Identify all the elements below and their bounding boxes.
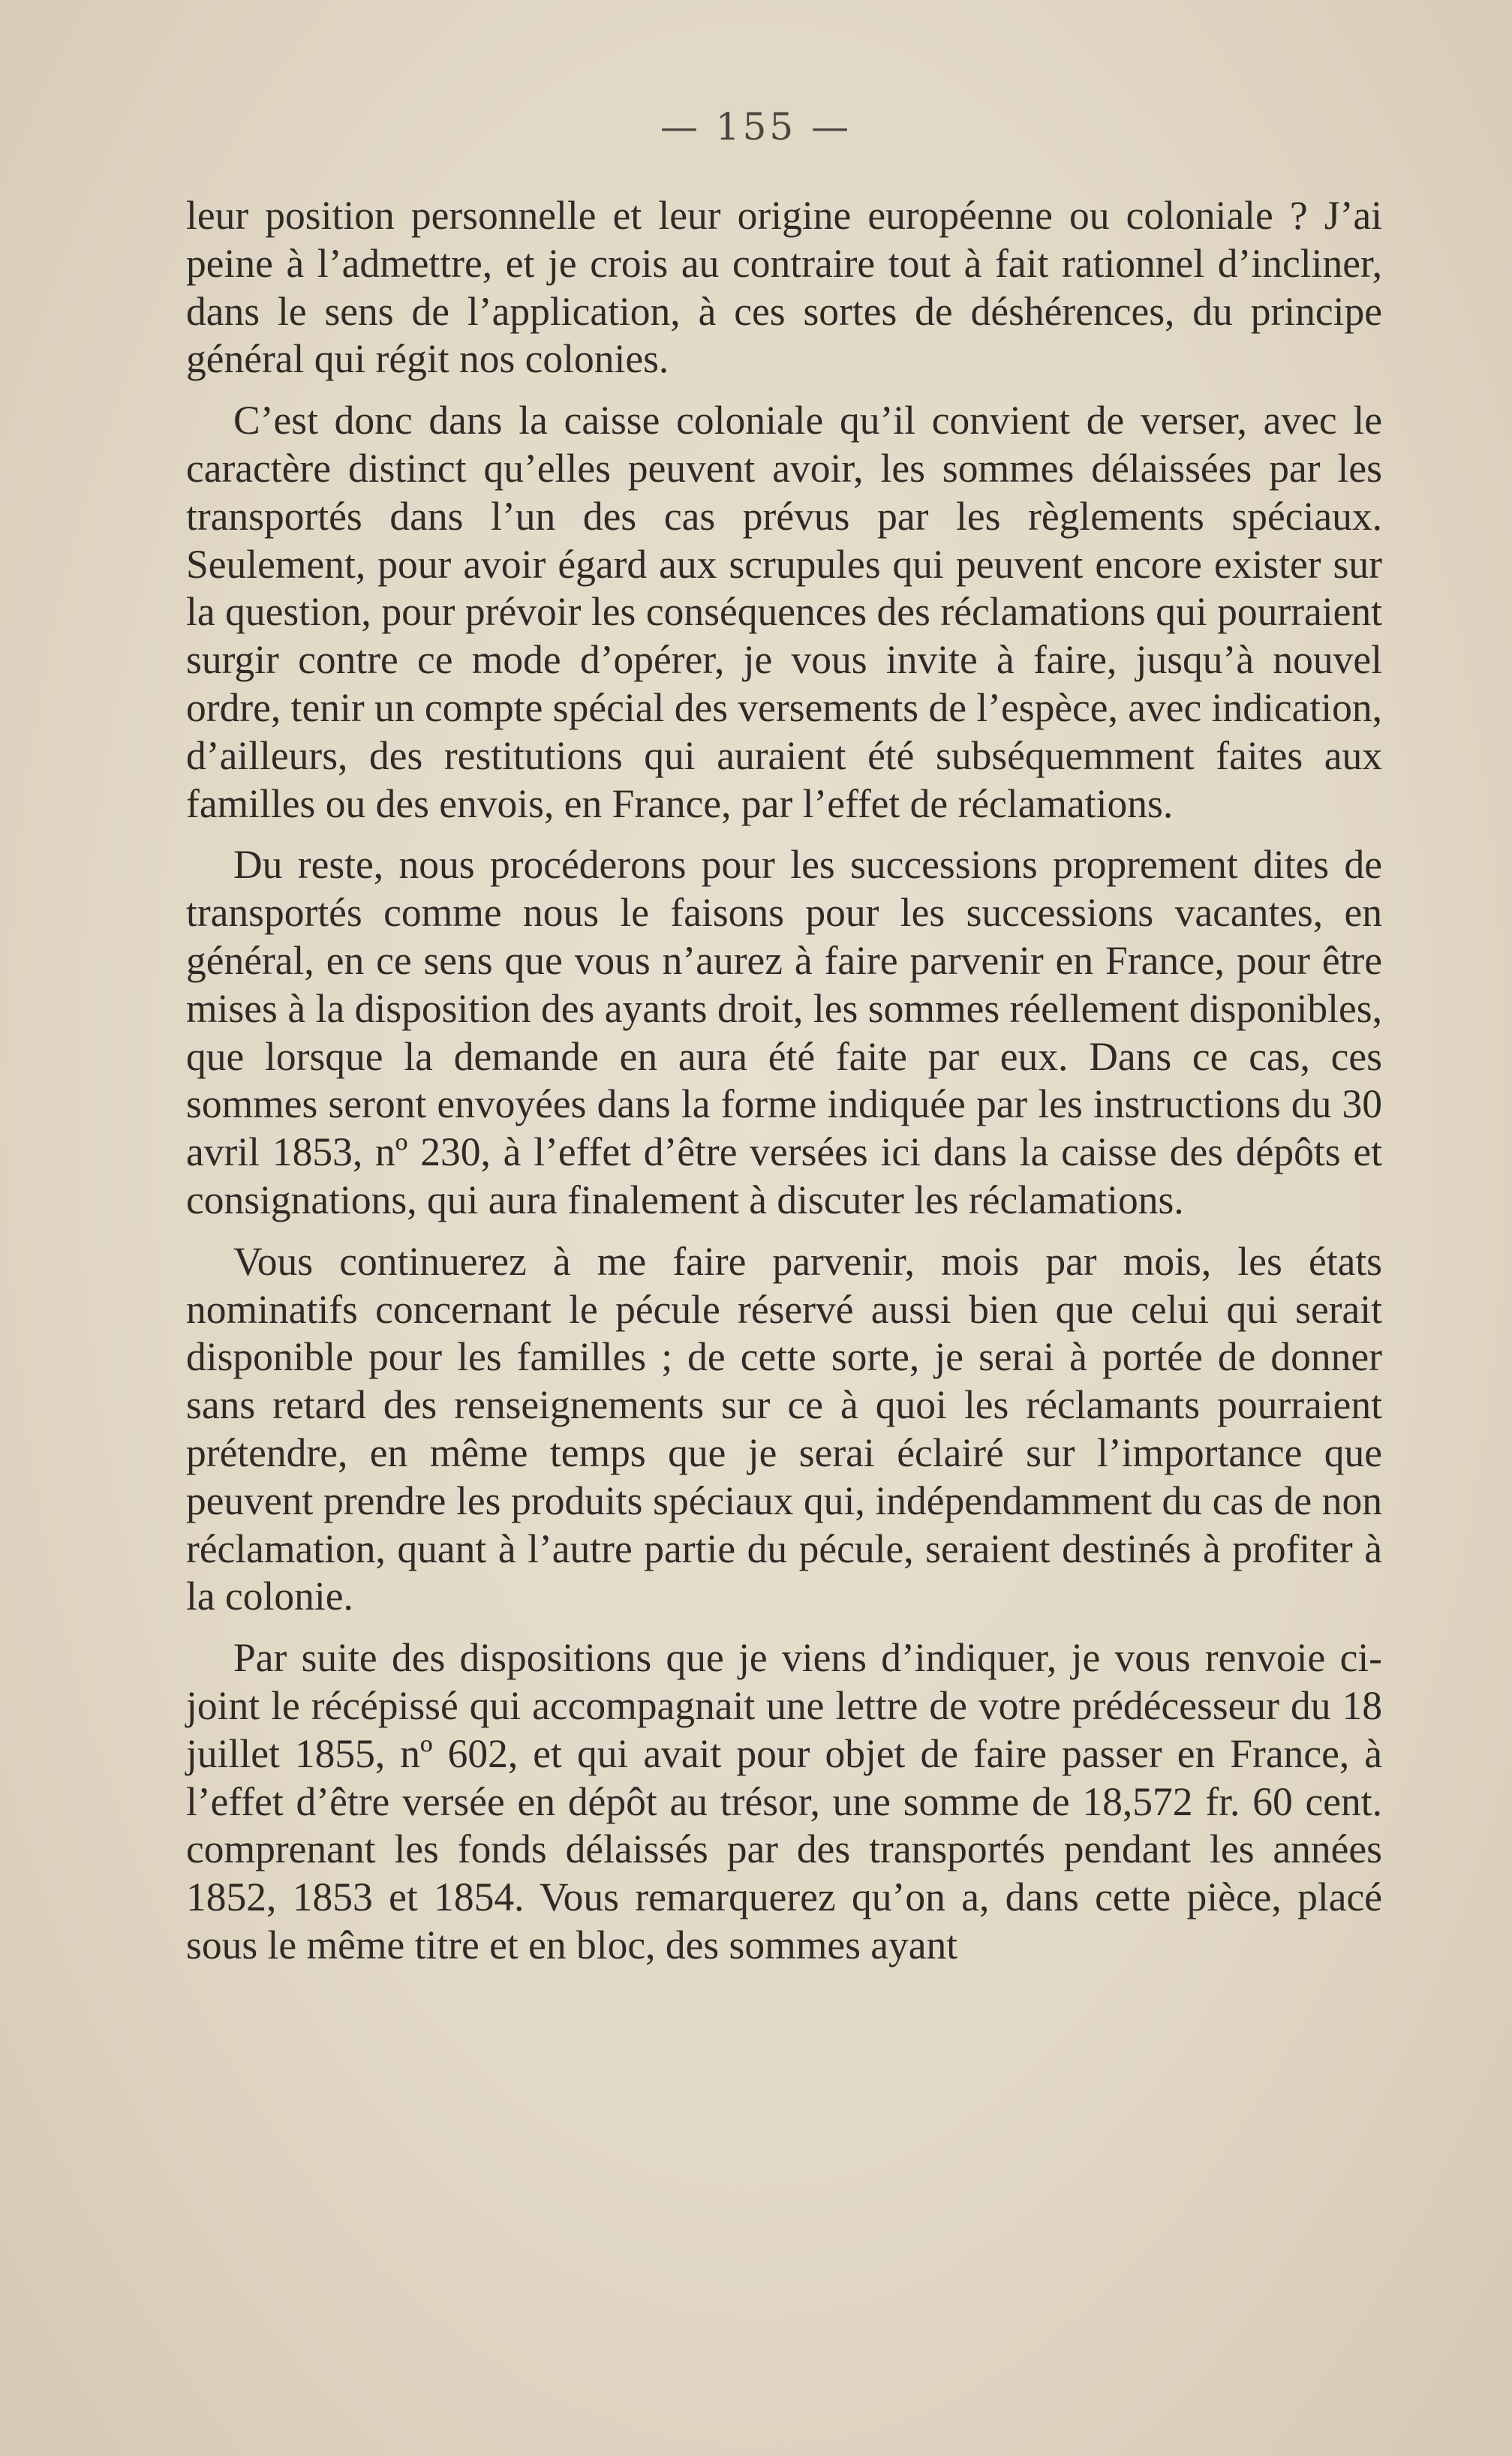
paragraph-1: leur position personnelle et leur origine européenne ou coloniale ? J’ai peine à l’admettre, et je crois au contraire tout à fait rationnel d’incliner, dans le sens de l’application, à ces sortes de déshérences, du principe général qui régit nos colonies. [186, 193, 1382, 382]
page-number: — 155 — [660, 105, 852, 149]
paragraph-5: Par suite des dispositions que je viens d’indiquer, je vous renvoie ci-joint le récépissé qui accompagnait une lettre de votre prédécesseur du 18 juillet 1855, nº 602, et qui avait pour objet de faire passer en France, à l’effet d’être versée en dépôt au trésor, une somme de 18,572 fr. 60 cent. comprenant les fonds délaissés par des transportés pendant les années 1852, 1853 et 1854. Vous remarquerez qu’on a, dans cette pièce, placé sous le même titre et en bloc, des sommes ayant [186, 1635, 1382, 1968]
paragraph-4: Vous continuerez à me faire parvenir, mois par mois, les états nominatifs concernant le pécule réservé aussi bien que celui qui serait disponible pour les familles ; de cette sorte, je serai à portée de donner sans retard des renseignements sur ce à quoi les réclamants pourraient prétendre, en même temps que je serai éclairé sur l’importance que peuvent prendre les produits spéciaux qui, indépendamment du cas de non réclamation, quant à l’autre partie du pécule, seraient destinés à profiter à la colonie. [186, 1238, 1382, 1619]
paragraph-2: C’est donc dans la caisse coloniale qu’il convient de verser, avec le caractère distinct qu’elles peuvent avoir, les sommes délaissées par les transportés dans l’un des cas prévus par les règlements spéciaux. Seulement, pour avoir égard aux scrupules qui peuvent encore exister sur la question, pour prévoir les conséquences des réclamations qui pourraient surgir contre ce mode d’opérer, je vous invite à faire, jusqu’à nouvel ordre, tenir un compte spécial des versements de l’espèce, avec indication, d’ailleurs, des restitutions qui auraient été subséquemment faites aux familles ou des envois, en France, par l’effet de réclamations. [186, 398, 1382, 826]
body-text [186, 192, 1382, 1983]
paragraph-3: Du reste, nous procéderons pour les successions proprement dites de transportés comme nous le faisons pour les successions vacantes, en général, en ce sens que vous n’aurez à faire parvenir en France, pour être mises à la disposition des ayants droit, les sommes réellement disponibles, que lorsque la demande en aura été faite par eux. Dans ce cas, ces sommes seront envoyées dans la forme indiquée par les instructions du 30 avril 1853, nº 230, à l’effet d’être versées ici dans la caisse des dépôts et consignations, qui aura finalement à discuter les réclamations. [186, 842, 1382, 1222]
